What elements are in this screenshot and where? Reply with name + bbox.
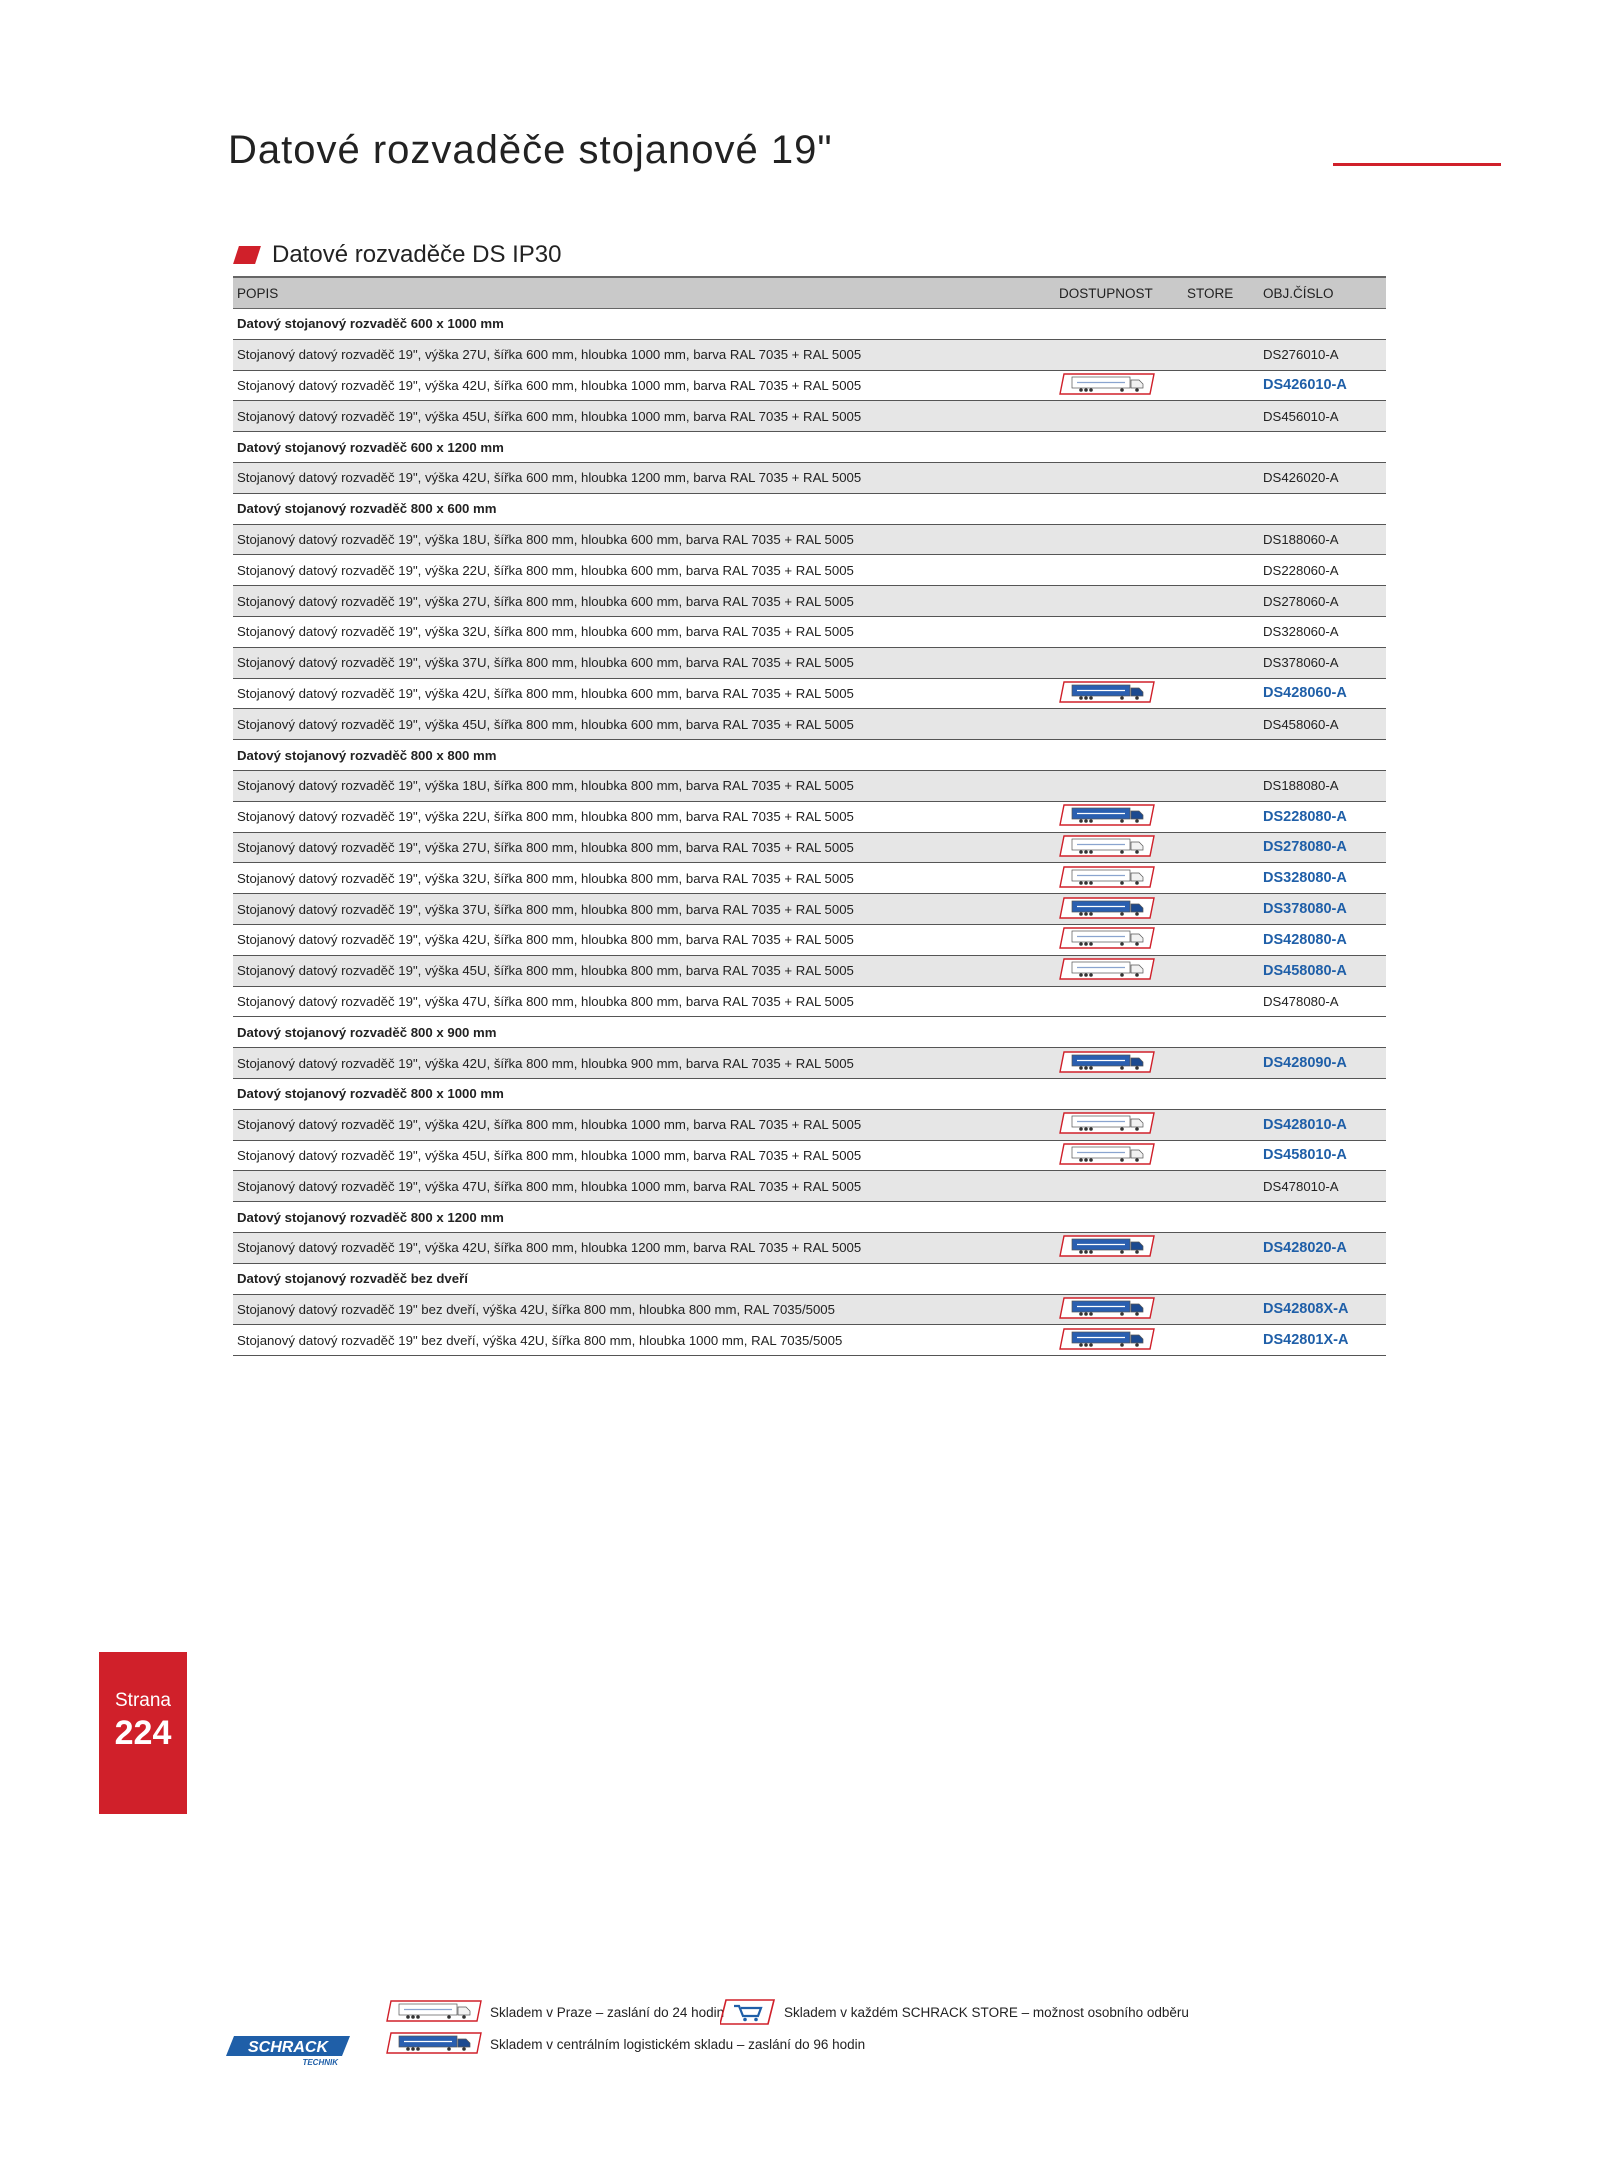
product-description: Stojanový datový rozvaděč 19", výška 45U, šířka 800 mm, hloubka 1000 mm, barva RAL 7035 + RAL 5005 [237,1147,862,1163]
white-truck-icon [1059,373,1155,398]
product-description: Stojanový datový rozvaděč 19", výška 47U, šířka 800 mm, hloubka 800 mm, barva RAL 7035 + RAL 5005 [237,993,854,1009]
availability-cell [1059,956,1155,986]
group-header-row [233,1264,1386,1295]
table-row [233,617,1386,648]
page-label: Strana [115,1690,171,1711]
blue-truck-icon [1059,897,1155,922]
availability-cell [1059,802,1155,832]
group-header-row [233,740,1386,771]
product-description: Stojanový datový rozvaděč 19", výška 18U, šířka 800 mm, hloubka 600 mm, barva RAL 7035 + RAL 5005 [237,531,854,547]
order-code: DS228080-A [1263,808,1347,825]
order-code: DS456010-A [1263,408,1339,424]
product-description: Stojanový datový rozvaděč 19", výška 32U, šířka 800 mm, hloubka 600 mm, barva RAL 7035 + RAL 5005 [237,624,854,640]
legend-central [386,2030,865,2059]
table-row [233,1171,1386,1202]
order-code: DS426010-A [1263,377,1347,394]
table-row [233,771,1386,802]
product-description: Stojanový datový rozvaděč 19", výška 27U, šířka 800 mm, hloubka 800 mm, barva RAL 7035 + RAL 5005 [237,839,854,855]
order-code: DS458060-A [1263,716,1339,732]
white-truck-icon [1059,866,1155,891]
order-code: DS428060-A [1263,685,1347,702]
availability-cell [1059,1325,1155,1355]
availability-cell [1059,925,1155,955]
blue-truck-icon [1059,1328,1155,1353]
header-code: OBJ.ČÍSLO [1263,285,1334,301]
product-description: Stojanový datový rozvaděč 19", výška 42U, šířka 800 mm, hloubka 600 mm, barva RAL 7035 + RAL 5005 [237,685,854,701]
group-title: Datový stojanový rozvaděč 800 x 900 mm [237,1024,497,1040]
order-code: DS328060-A [1263,624,1339,640]
table-row [233,1325,1386,1356]
section-marker-icon [233,246,261,264]
group-header-row [233,1017,1386,1048]
order-code: DS42808X-A [1263,1301,1349,1318]
order-code: DS378060-A [1263,655,1339,671]
order-code: DS458080-A [1263,962,1347,979]
legend-prague [386,1998,724,2027]
table-row [233,1048,1386,1079]
blue-truck-icon [1059,1235,1155,1260]
table-row [233,525,1386,556]
legend-store-text: Skladem v každém SCHRACK STORE – možnost osobního odběru [784,2004,1189,2020]
product-description: Stojanový datový rozvaděč 19", výška 18U, šířka 800 mm, hloubka 800 mm, barva RAL 7035 + RAL 5005 [237,778,854,794]
product-description: Stojanový datový rozvaděč 19", výška 45U, šířka 800 mm, hloubka 800 mm, barva RAL 7035 + RAL 5005 [237,963,854,979]
legend [226,1998,1326,2078]
title-rule [1333,163,1501,166]
table-row [233,833,1386,864]
product-description: Stojanový datový rozvaděč 19", výška 42U, šířka 800 mm, hloubka 1000 mm, barva RAL 7035 + RAL 5005 [237,1117,862,1133]
table-row [233,802,1386,833]
order-code: DS278060-A [1263,593,1339,609]
legend-store [720,1998,1189,2026]
availability-cell [1059,679,1155,709]
white-truck-icon [1059,927,1155,952]
availability-cell [1059,833,1155,863]
order-code: DS278080-A [1263,839,1347,856]
group-header-row [233,1079,1386,1110]
product-description: Stojanový datový rozvaděč 19" bez dveří, výška 42U, šířka 800 mm, hloubka 800 mm, RAL 7035/5005 [237,1301,835,1317]
header-store: STORE [1187,285,1234,301]
table-row [233,679,1386,710]
table-header [233,276,1386,309]
order-code: DS478010-A [1263,1178,1339,1194]
table-row [233,401,1386,432]
order-code: DS328080-A [1263,870,1347,887]
availability-cell [1059,371,1155,401]
table-row [233,586,1386,617]
table-row [233,894,1386,925]
product-description: Stojanový datový rozvaděč 19", výška 42U, šířka 800 mm, hloubka 900 mm, barva RAL 7035 + RAL 5005 [237,1055,854,1071]
order-code: DS428090-A [1263,1055,1347,1072]
white-truck-icon [386,1998,482,2027]
svg-text:TECHNIK: TECHNIK [302,2058,338,2066]
cart-icon [720,1998,776,2026]
order-code: DS426020-A [1263,470,1339,486]
table-row [233,925,1386,956]
product-description: Stojanový datový rozvaděč 19", výška 27U, šířka 800 mm, hloubka 600 mm, barva RAL 7035 + RAL 5005 [237,593,854,609]
schrack-logo [226,2032,350,2066]
table-row [233,1110,1386,1141]
order-code: DS378080-A [1263,901,1347,918]
availability-cell [1059,1233,1155,1263]
white-truck-icon [1059,958,1155,983]
order-code: DS428010-A [1263,1116,1347,1133]
table-row [233,863,1386,894]
product-description: Stojanový datový rozvaděč 19", výška 42U, šířka 800 mm, hloubka 800 mm, barva RAL 7035 + RAL 5005 [237,932,854,948]
product-description: Stojanový datový rozvaděč 19", výška 42U, šířka 600 mm, hloubka 1000 mm, barva RAL 7035 + RAL 5005 [237,377,862,393]
table-row [233,463,1386,494]
order-code: DS188080-A [1263,778,1339,794]
table-row [233,987,1386,1018]
white-truck-icon [1059,1143,1155,1168]
product-description: Stojanový datový rozvaděč 19", výška 37U, šířka 800 mm, hloubka 800 mm, barva RAL 7035 + RAL 5005 [237,901,854,917]
product-description: Stojanový datový rozvaděč 19", výška 22U, šířka 800 mm, hloubka 800 mm, barva RAL 7035 + RAL 5005 [237,809,854,825]
header-avail: DOSTUPNOST [1059,285,1153,301]
product-description: Stojanový datový rozvaděč 19", výška 37U, šířka 800 mm, hloubka 600 mm, barva RAL 7035 + RAL 5005 [237,655,854,671]
white-truck-icon [1059,1112,1155,1137]
table-row [233,555,1386,586]
table-row [233,1295,1386,1326]
product-description: Stojanový datový rozvaděč 19", výška 22U, šířka 800 mm, hloubka 600 mm, barva RAL 7035 + RAL 5005 [237,562,854,578]
table-row [233,340,1386,371]
page-number-badge [99,1652,187,1814]
product-description: Stojanový datový rozvaděč 19" bez dveří, výška 42U, šířka 800 mm, hloubka 1000 mm, RAL 7035/5005 [237,1332,843,1348]
table-row [233,956,1386,987]
group-header-row [233,432,1386,463]
product-table [233,276,1386,1356]
order-code: DS188060-A [1263,531,1339,547]
order-code: DS428020-A [1263,1239,1347,1256]
group-title: Datový stojanový rozvaděč 800 x 800 mm [237,747,497,763]
availability-cell [1059,1141,1155,1171]
section-title: Datové rozvaděče DS IP30 [272,241,562,268]
page-number: 224 [114,1714,172,1752]
product-description: Stojanový datový rozvaděč 19", výška 42U, šířka 600 mm, hloubka 1200 mm, barva RAL 7035 + RAL 5005 [237,470,862,486]
product-description: Stojanový datový rozvaděč 19", výška 45U, šířka 800 mm, hloubka 600 mm, barva RAL 7035 + RAL 5005 [237,716,854,732]
group-header-row [233,1202,1386,1233]
header-desc: POPIS [237,285,279,301]
product-description: Stojanový datový rozvaděč 19", výška 32U, šířka 800 mm, hloubka 800 mm, barva RAL 7035 + RAL 5005 [237,870,854,886]
group-title: Datový stojanový rozvaděč 600 x 1000 mm [237,316,504,332]
availability-cell [1059,1295,1155,1325]
group-title: Datový stojanový rozvaděč bez dveří [237,1271,468,1287]
table-row [233,1141,1386,1172]
table-body [233,309,1386,1356]
blue-truck-icon [386,2030,482,2059]
order-code: DS42801X-A [1263,1332,1349,1349]
product-description: Stojanový datový rozvaděč 19", výška 27U, šířka 600 mm, hloubka 1000 mm, barva RAL 7035 + RAL 5005 [237,347,862,363]
order-code: DS276010-A [1263,347,1339,363]
order-code: DS478080-A [1263,993,1339,1009]
availability-cell [1059,1048,1155,1078]
blue-truck-icon [1059,681,1155,706]
legend-prague-text: Skladem v Praze – zaslání do 24 hodin [490,2005,725,2020]
blue-truck-icon [1059,804,1155,829]
group-title: Datový stojanový rozvaděč 600 x 1200 mm [237,439,504,455]
group-title: Datový stojanový rozvaděč 800 x 1000 mm [237,1086,504,1102]
table-row [233,709,1386,740]
page-title: Datové rozvaděče stojanové 19" [228,128,833,172]
order-code: DS458010-A [1263,1147,1347,1164]
white-truck-icon [1059,835,1155,860]
product-description: Stojanový datový rozvaděč 19", výška 42U, šířka 800 mm, hloubka 1200 mm, barva RAL 7035 + RAL 5005 [237,1240,862,1256]
blue-truck-icon [1059,1051,1155,1076]
availability-cell [1059,894,1155,924]
product-description: Stojanový datový rozvaděč 19", výška 47U, šířka 800 mm, hloubka 1000 mm, barva RAL 7035 + RAL 5005 [237,1178,862,1194]
svg-text:SCHRACK: SCHRACK [248,2039,328,2056]
legend-central-text: Skladem v centrálním logistickém skladu – zaslání do 96 hodin [490,2037,866,2052]
section-heading [236,240,562,270]
availability-cell [1059,863,1155,893]
availability-cell [1059,1110,1155,1140]
blue-truck-icon [1059,1297,1155,1322]
product-description: Stojanový datový rozvaděč 19", výška 45U, šířka 600 mm, hloubka 1000 mm, barva RAL 7035 + RAL 5005 [237,408,862,424]
order-code: DS428080-A [1263,931,1347,948]
table-row [233,1233,1386,1264]
table-row [233,371,1386,402]
group-title: Datový stojanový rozvaděč 800 x 600 mm [237,501,497,517]
group-title: Datový stojanový rozvaděč 800 x 1200 mm [237,1209,504,1225]
group-header-row [233,494,1386,525]
table-row [233,648,1386,679]
group-header-row [233,309,1386,340]
order-code: DS228060-A [1263,562,1339,578]
